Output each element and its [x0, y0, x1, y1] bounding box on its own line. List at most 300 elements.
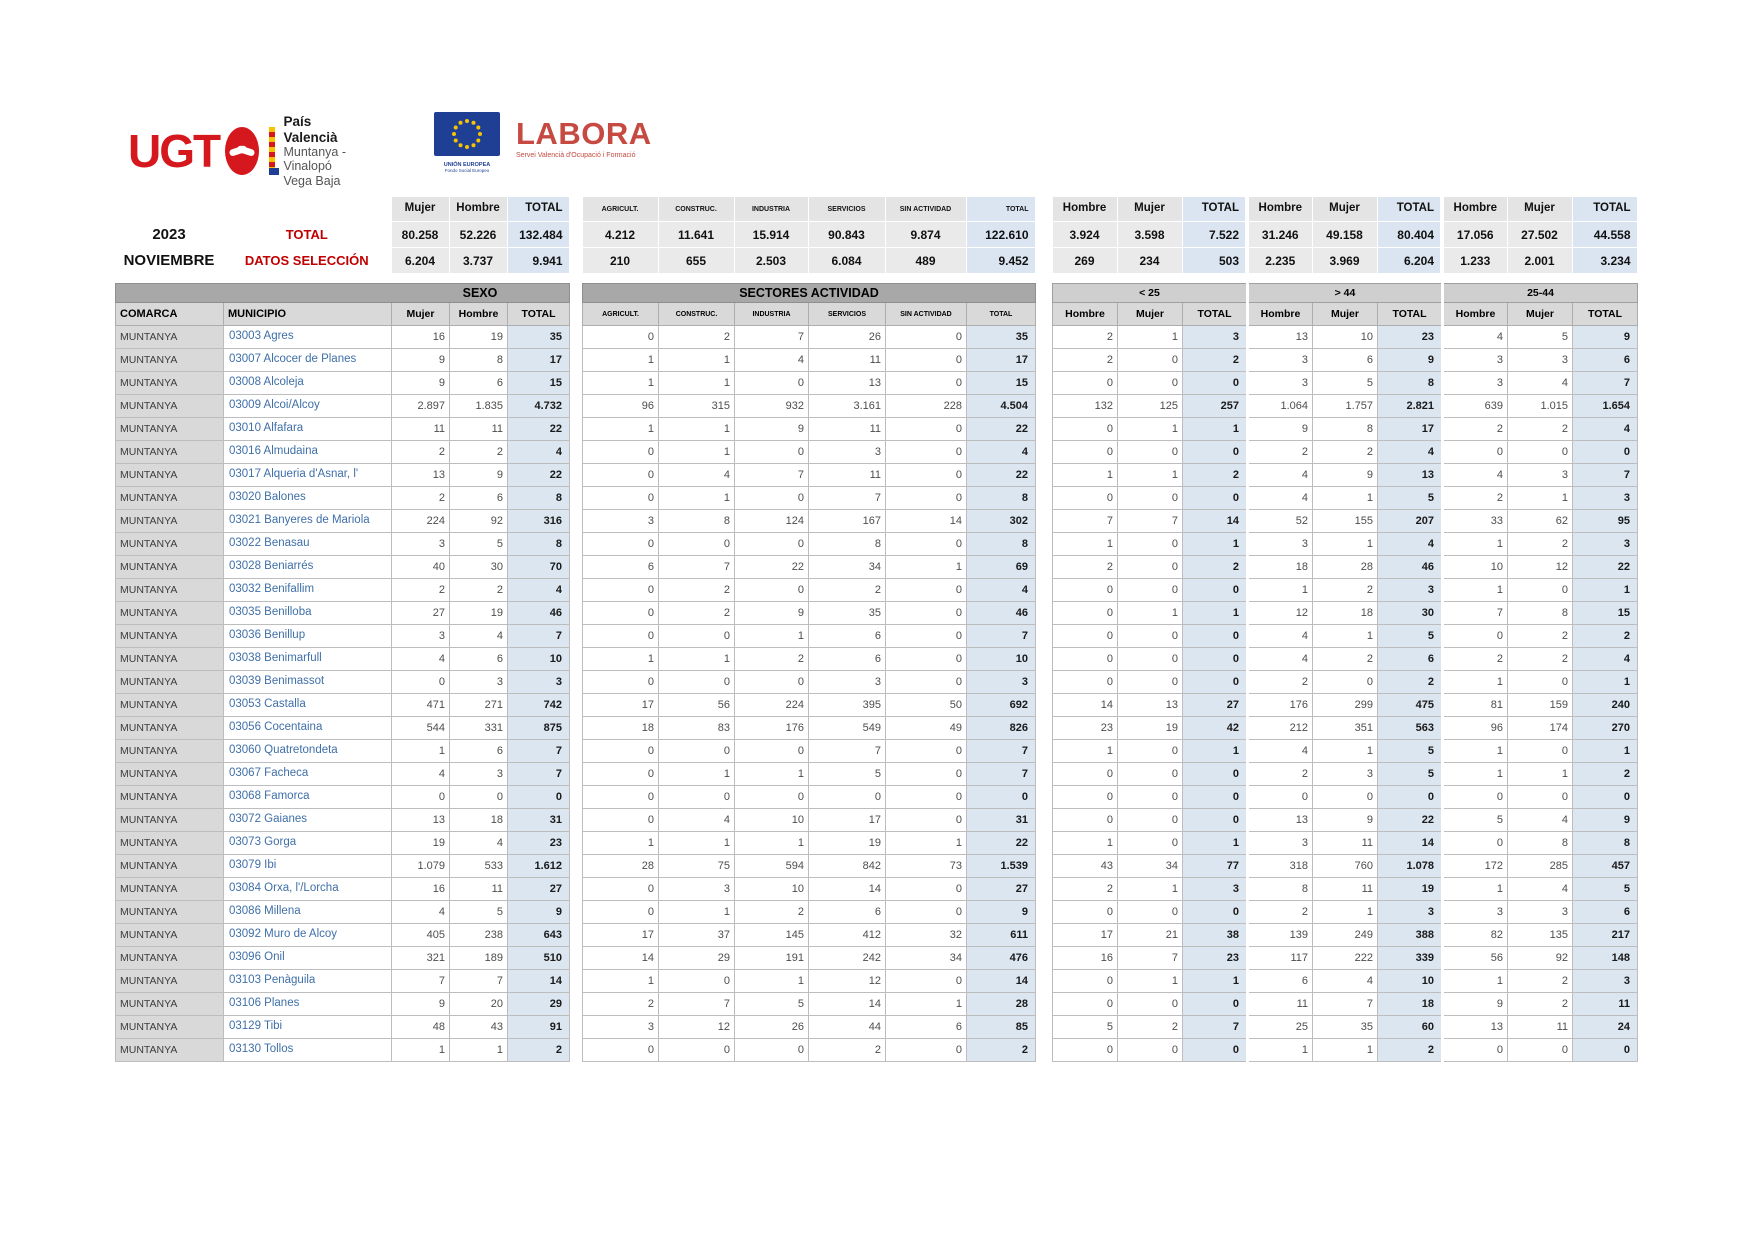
edad-value-cell: 1: [1118, 464, 1183, 487]
sector-value-cell: 96: [583, 395, 659, 418]
sector-value-cell: 9: [735, 418, 809, 441]
sector-value-cell: 7: [809, 740, 886, 763]
sector-value-cell: 37: [659, 924, 735, 947]
edad-value-cell: 1: [1443, 533, 1508, 556]
edad-total-cell: 14: [1183, 510, 1248, 533]
table-row: [116, 763, 570, 786]
sector-value-cell: 1: [583, 418, 659, 441]
edad-value-cell: 0: [1118, 556, 1183, 579]
table-row: [583, 372, 1036, 395]
edad-value-cell: 3: [1443, 349, 1508, 372]
table-row: [116, 1016, 570, 1039]
eu-flag-logo: [432, 112, 502, 173]
ugt-logo: [128, 114, 356, 188]
sexo-value-cell: 2: [450, 441, 508, 464]
edad-value-cell: 11: [1313, 878, 1378, 901]
edad-value-cell: 0: [1508, 671, 1573, 694]
year-label: 2023: [152, 226, 186, 243]
table-row: [1053, 924, 1638, 947]
sexo-value-cell: 9: [392, 993, 450, 1016]
sector-value-cell: 0: [886, 740, 967, 763]
municipio-link[interactable]: 03039 Benimassot: [224, 671, 392, 694]
edad-value-cell: 0: [1118, 648, 1183, 671]
table-row: [1053, 947, 1638, 970]
sexo-value-cell: 4: [450, 625, 508, 648]
summary-value-cell: 122.610: [966, 222, 1035, 248]
table-row: [1053, 993, 1638, 1016]
sexo-total-cell: 8: [508, 533, 570, 556]
edad-value-cell: 0: [1313, 786, 1378, 809]
edad-total-cell: 17: [1378, 418, 1443, 441]
summary-value-cell: 1.233: [1442, 248, 1507, 274]
sector-value-cell: 17: [583, 924, 659, 947]
sexo-total-cell: 29: [508, 993, 570, 1016]
sector-total-cell: 476: [967, 947, 1036, 970]
municipio-link[interactable]: 03096 Onil: [224, 947, 392, 970]
sector-value-cell: 0: [886, 579, 967, 602]
sector-value-cell: 0: [735, 533, 809, 556]
table-row: [583, 648, 1036, 671]
municipio-link[interactable]: 03106 Planes: [224, 993, 392, 1016]
region-line2: Muntanya - Vinalopó: [283, 145, 346, 174]
edad-total-cell: 2.821: [1378, 395, 1443, 418]
edad-value-cell: 6: [1313, 349, 1378, 372]
municipio-link[interactable]: 03130 Tollos: [224, 1039, 392, 1062]
edad-value-cell: 23: [1053, 717, 1118, 740]
table-row: [1053, 740, 1638, 763]
sector-value-cell: 594: [735, 855, 809, 878]
edad-total-cell: 148: [1573, 947, 1638, 970]
sexo-value-cell: 1.835: [450, 395, 508, 418]
sector-value-cell: 8: [659, 510, 735, 533]
sector-total-cell: 10: [967, 648, 1036, 671]
summary-header-cell: Mujer: [391, 197, 449, 222]
edad-value-cell: 4: [1443, 326, 1508, 349]
edad-value-cell: 11: [1248, 993, 1313, 1016]
municipio-link[interactable]: 03103 Penàguila: [224, 970, 392, 993]
sexo-value-cell: 16: [392, 878, 450, 901]
edad-value-cell: 0: [1053, 441, 1118, 464]
sector-value-cell: 1: [659, 901, 735, 924]
edad-total-cell: 0: [1183, 648, 1248, 671]
sector-value-cell: 0: [809, 786, 886, 809]
municipio-link[interactable]: 03009 Alcoi/Alcoy: [224, 395, 392, 418]
edad-value-cell: 1: [1443, 878, 1508, 901]
comarca-cell: MUNTANYA: [116, 372, 224, 395]
summary-value-cell: 234: [1117, 248, 1182, 274]
summary-header-cell: TOTAL: [1572, 197, 1637, 222]
edad-value-cell: 28: [1313, 556, 1378, 579]
edad-value-cell: 19: [1118, 717, 1183, 740]
sector-value-cell: 73: [886, 855, 967, 878]
sector-value-cell: 2: [583, 993, 659, 1016]
municipio-link[interactable]: 03073 Gorga: [224, 832, 392, 855]
sexo-total-cell: 1.612: [508, 855, 570, 878]
edad-value-cell: 2: [1508, 418, 1573, 441]
edad-value-cell: 4: [1313, 970, 1378, 993]
edad-value-cell: 0: [1508, 1039, 1573, 1062]
table-row: [116, 648, 570, 671]
sector-total-cell: 302: [967, 510, 1036, 533]
table-row: [116, 855, 570, 878]
edad-value-cell: 8: [1313, 418, 1378, 441]
edad-total-cell: 475: [1378, 694, 1443, 717]
sexo-value-cell: 9: [450, 464, 508, 487]
sector-value-cell: 83: [659, 717, 735, 740]
edad-total-cell: 257: [1183, 395, 1248, 418]
edad-total-cell: 457: [1573, 855, 1638, 878]
municipio-link[interactable]: 03003 Agres: [224, 326, 392, 349]
edad-value-cell: 760: [1313, 855, 1378, 878]
edad-value-cell: 2: [1443, 487, 1508, 510]
region-line1: País Valencià: [283, 114, 338, 145]
age-band-over44: > 44: [1248, 284, 1443, 303]
municipio-link[interactable]: 03016 Almudaina: [224, 441, 392, 464]
edad-value-cell: 56: [1443, 947, 1508, 970]
sector-value-cell: 11: [809, 349, 886, 372]
sector-total-cell: 22: [967, 464, 1036, 487]
edad-value-cell: 3: [1313, 763, 1378, 786]
municipio-link[interactable]: 03079 Ibi: [224, 855, 392, 878]
edad-value-cell: 0: [1053, 786, 1118, 809]
edad-value-cell: 155: [1313, 510, 1378, 533]
sector-total-cell: 692: [967, 694, 1036, 717]
summary-header-cell: Mujer: [1312, 197, 1377, 222]
table-row: [583, 464, 1036, 487]
sector-value-cell: 242: [809, 947, 886, 970]
edad-value-cell: 0: [1508, 441, 1573, 464]
sexo-value-cell: 189: [450, 947, 508, 970]
table-row: [583, 947, 1036, 970]
municipio-link[interactable]: 03020 Balones: [224, 487, 392, 510]
edad-value-cell: 318: [1248, 855, 1313, 878]
edad-value-cell: 1: [1443, 579, 1508, 602]
edad-total-cell: 5: [1573, 878, 1638, 901]
edad-total-cell: 38: [1183, 924, 1248, 947]
edad-value-cell: 5: [1053, 1016, 1118, 1039]
senyera-flag-icon: [269, 127, 275, 175]
sector-value-cell: 11: [809, 464, 886, 487]
municipio-link[interactable]: 03060 Quatretondeta: [224, 740, 392, 763]
comarca-cell: MUNTANYA: [116, 556, 224, 579]
summary-edad-total-row: [1052, 222, 1637, 248]
sector-total-cell: 15: [967, 372, 1036, 395]
edad-value-cell: 8: [1508, 602, 1573, 625]
edad-value-cell: 43: [1053, 855, 1118, 878]
summary-value-cell: 9.874: [885, 222, 966, 248]
edad-total-cell: 1.078: [1378, 855, 1443, 878]
table-row: [116, 1039, 570, 1062]
table-row: [583, 1016, 1036, 1039]
edad-value-cell: 2: [1248, 901, 1313, 924]
sexo-total-cell: 8: [508, 487, 570, 510]
edad-total-cell: 10: [1378, 970, 1443, 993]
sexo-value-cell: 40: [392, 556, 450, 579]
table-row: [116, 878, 570, 901]
sector-value-cell: 0: [583, 441, 659, 464]
sector-value-cell: 6: [583, 556, 659, 579]
column-header-cell: TOTAL: [1183, 303, 1248, 326]
municipio-link[interactable]: 03035 Benilloba: [224, 602, 392, 625]
edad-total-cell: 13: [1378, 464, 1443, 487]
edad-total-cell: 19: [1378, 878, 1443, 901]
municipio-link[interactable]: 03086 Millena: [224, 901, 392, 924]
municipio-link[interactable]: 03021 Banyeres de Mariola: [224, 510, 392, 533]
sexo-value-cell: 7: [392, 970, 450, 993]
edad-value-cell: 0: [1443, 832, 1508, 855]
sector-value-cell: 2: [735, 648, 809, 671]
sector-value-cell: 34: [886, 947, 967, 970]
sexo-value-cell: 19: [450, 602, 508, 625]
edad-value-cell: 0: [1508, 740, 1573, 763]
sexo-value-cell: 11: [450, 878, 508, 901]
table-row: [1053, 533, 1638, 556]
edad-total-cell: 0: [1183, 579, 1248, 602]
edad-value-cell: 7: [1443, 602, 1508, 625]
table-row: [1053, 510, 1638, 533]
column-header-cell: TOTAL: [508, 303, 570, 326]
edad-value-cell: 12: [1508, 556, 1573, 579]
edad-value-cell: 1: [1248, 579, 1313, 602]
edad-value-cell: 1: [1053, 533, 1118, 556]
municipio-link[interactable]: 03010 Alfafara: [224, 418, 392, 441]
sector-value-cell: 0: [886, 441, 967, 464]
sector-value-cell: 4: [735, 349, 809, 372]
municipio-link[interactable]: 03053 Castalla: [224, 694, 392, 717]
edad-value-cell: 21: [1118, 924, 1183, 947]
summary-value-cell: 11.641: [658, 222, 734, 248]
edad-total-cell: 6: [1573, 349, 1638, 372]
table-row: [583, 717, 1036, 740]
summary-sector-selection-row: [582, 248, 1035, 274]
municipio-link[interactable]: 03036 Benillup: [224, 625, 392, 648]
table-row: [116, 579, 570, 602]
summary-value-cell: 3.598: [1117, 222, 1182, 248]
table-row: [116, 487, 570, 510]
column-header-cell: TOTAL: [1378, 303, 1443, 326]
sector-value-cell: 6: [809, 648, 886, 671]
table-row: [1053, 441, 1638, 464]
comarca-cell: MUNTANYA: [116, 326, 224, 349]
edad-value-cell: 2: [1313, 441, 1378, 464]
comarca-cell: MUNTANYA: [116, 855, 224, 878]
edad-total-cell: 2: [1183, 464, 1248, 487]
municipio-link[interactable]: 03068 Famorca: [224, 786, 392, 809]
municipio-link[interactable]: 03129 Tibi: [224, 1016, 392, 1039]
edad-value-cell: 12: [1248, 602, 1313, 625]
table-row: [1053, 487, 1638, 510]
table-row: [116, 625, 570, 648]
municipio-link[interactable]: 03028 Beniarrés: [224, 556, 392, 579]
sector-value-cell: 6: [809, 625, 886, 648]
edad-total-cell: 14: [1378, 832, 1443, 855]
sector-value-cell: 2: [659, 326, 735, 349]
edad-total-cell: 0: [1183, 372, 1248, 395]
sexo-value-cell: 471: [392, 694, 450, 717]
sexo-value-cell: 6: [450, 372, 508, 395]
edad-value-cell: 5: [1508, 326, 1573, 349]
edad-total-cell: 4: [1573, 648, 1638, 671]
municipio-link[interactable]: 03072 Gaianes: [224, 809, 392, 832]
sector-value-cell: 1: [886, 832, 967, 855]
municipio-link[interactable]: 03032 Benifallim: [224, 579, 392, 602]
sexo-total-cell: 10: [508, 648, 570, 671]
sector-value-cell: 11: [809, 418, 886, 441]
sexo-total-cell: 27: [508, 878, 570, 901]
edad-value-cell: 4: [1248, 464, 1313, 487]
sexo-total-cell: 31: [508, 809, 570, 832]
table-row: [583, 786, 1036, 809]
summary-value-cell: 52.226: [449, 222, 507, 248]
sector-value-cell: 0: [886, 901, 967, 924]
summary-sectores-block: [582, 196, 1036, 274]
edad-value-cell: 0: [1053, 970, 1118, 993]
edad-total-cell: 0: [1183, 671, 1248, 694]
edad-total-cell: 0: [1573, 786, 1638, 809]
table-row: [116, 395, 570, 418]
sexo-value-cell: 4: [392, 648, 450, 671]
sector-value-cell: 0: [735, 1039, 809, 1062]
sector-value-cell: 0: [583, 740, 659, 763]
sector-value-cell: 395: [809, 694, 886, 717]
edad-value-cell: 4: [1508, 372, 1573, 395]
edad-total-cell: 1: [1183, 740, 1248, 763]
edad-value-cell: 33: [1443, 510, 1508, 533]
summary-header-cell: TOTAL: [966, 197, 1035, 222]
age-band-under25: < 25: [1053, 284, 1248, 303]
sector-value-cell: 191: [735, 947, 809, 970]
table-row: [1053, 809, 1638, 832]
sector-total-cell: 22: [967, 418, 1036, 441]
edad-total-cell: 563: [1378, 717, 1443, 740]
table-row: [116, 464, 570, 487]
sector-total-cell: 4.504: [967, 395, 1036, 418]
summary-value-cell: 503: [1182, 248, 1247, 274]
edad-value-cell: 1: [1118, 878, 1183, 901]
table-row: [1053, 671, 1638, 694]
municipio-link[interactable]: 03007 Alcocer de Planes: [224, 349, 392, 372]
sectores-band: SECTORES ACTIVIDAD: [583, 284, 1036, 303]
sector-total-cell: 28: [967, 993, 1036, 1016]
municipio-link[interactable]: 03056 Cocentaina: [224, 717, 392, 740]
sector-value-cell: 124: [735, 510, 809, 533]
table-row: [116, 349, 570, 372]
edad-value-cell: 1: [1443, 740, 1508, 763]
sector-value-cell: 0: [886, 533, 967, 556]
table-row: [583, 556, 1036, 579]
edad-value-cell: 13: [1443, 1016, 1508, 1039]
municipio-link[interactable]: 03092 Muro de Alcoy: [224, 924, 392, 947]
comarca-cell: MUNTANYA: [116, 441, 224, 464]
sexo-total-cell: 3: [508, 671, 570, 694]
edad-total-cell: 2: [1378, 1039, 1443, 1062]
comarca-cell: MUNTANYA: [116, 924, 224, 947]
sector-total-cell: 85: [967, 1016, 1036, 1039]
summary-value-cell: 49.158: [1312, 222, 1377, 248]
summary-value-cell: 6.084: [808, 248, 885, 274]
municipio-link[interactable]: 03017 Alqueria d'Asnar, l': [224, 464, 392, 487]
edad-total-cell: 1: [1573, 740, 1638, 763]
municipio-link[interactable]: 03008 Alcoleja: [224, 372, 392, 395]
sexo-total-cell: 22: [508, 418, 570, 441]
table-row: [116, 671, 570, 694]
sector-value-cell: 0: [659, 740, 735, 763]
edad-value-cell: 0: [1118, 372, 1183, 395]
column-header-cell: Hombre: [450, 303, 508, 326]
edad-total-cell: 5: [1378, 740, 1443, 763]
summary-value-cell: 3.969: [1312, 248, 1377, 274]
sector-value-cell: 0: [886, 671, 967, 694]
sexo-value-cell: 13: [392, 809, 450, 832]
sector-value-cell: 2: [735, 901, 809, 924]
edad-total-cell: 3: [1573, 533, 1638, 556]
selection-label: DATOS SELECCIÓN: [244, 253, 369, 268]
edad-total-cell: 42: [1183, 717, 1248, 740]
sexo-total-cell: 7: [508, 740, 570, 763]
column-header-cell: TOTAL: [967, 303, 1036, 326]
table-row: [1053, 763, 1638, 786]
summary-value-cell: 3.737: [449, 248, 507, 274]
sector-value-cell: 19: [809, 832, 886, 855]
band-row: [583, 284, 1036, 303]
municipio-link[interactable]: 03022 Benasau: [224, 533, 392, 556]
sector-value-cell: 17: [809, 809, 886, 832]
sector-value-cell: 1: [735, 832, 809, 855]
sector-value-cell: 2: [809, 1039, 886, 1062]
edad-value-cell: 0: [1443, 441, 1508, 464]
sexo-value-cell: 43: [450, 1016, 508, 1039]
table-row: [116, 786, 570, 809]
edad-value-cell: 0: [1118, 349, 1183, 372]
municipio-link[interactable]: 03084 Orxa, l'/Lorcha: [224, 878, 392, 901]
sector-value-cell: 14: [809, 878, 886, 901]
summary-sector-header-row: [582, 197, 1035, 222]
edad-value-cell: 4: [1443, 464, 1508, 487]
edad-value-cell: 0: [1053, 671, 1118, 694]
sexo-value-cell: 238: [450, 924, 508, 947]
municipio-link[interactable]: 03067 Facheca: [224, 763, 392, 786]
eu-subcaption: Fondo Social Europeo: [444, 168, 490, 173]
edad-value-cell: 222: [1313, 947, 1378, 970]
sector-value-cell: 1: [659, 763, 735, 786]
edad-total-cell: 27: [1183, 694, 1248, 717]
edad-value-cell: 0: [1248, 786, 1313, 809]
sexo-value-cell: 4: [392, 901, 450, 924]
summary-header-cell: TOTAL: [507, 197, 569, 222]
municipio-link[interactable]: 03038 Benimarfull: [224, 648, 392, 671]
edad-value-cell: 0: [1443, 625, 1508, 648]
sexo-value-cell: 0: [392, 786, 450, 809]
comarca-cell: MUNTANYA: [116, 648, 224, 671]
sector-value-cell: 5: [809, 763, 886, 786]
sector-value-cell: 1: [659, 832, 735, 855]
summary-value-cell: 2.235: [1247, 248, 1312, 274]
summary-sexo-block: [115, 196, 570, 274]
summary-value-cell: 15.914: [734, 222, 808, 248]
edad-value-cell: 2: [1118, 1016, 1183, 1039]
sector-value-cell: 1: [886, 556, 967, 579]
edad-total-cell: 1: [1183, 533, 1248, 556]
sector-value-cell: 0: [583, 878, 659, 901]
comarca-cell: MUNTANYA: [116, 947, 224, 970]
sector-value-cell: 0: [886, 326, 967, 349]
edad-value-cell: 2: [1053, 556, 1118, 579]
edad-total-cell: 0: [1183, 786, 1248, 809]
sector-total-cell: 0: [967, 786, 1036, 809]
band-row: [116, 284, 570, 303]
edad-total-cell: 9: [1573, 326, 1638, 349]
labora-subtitle: Servei Valencià d'Ocupació i Formació: [516, 152, 636, 159]
